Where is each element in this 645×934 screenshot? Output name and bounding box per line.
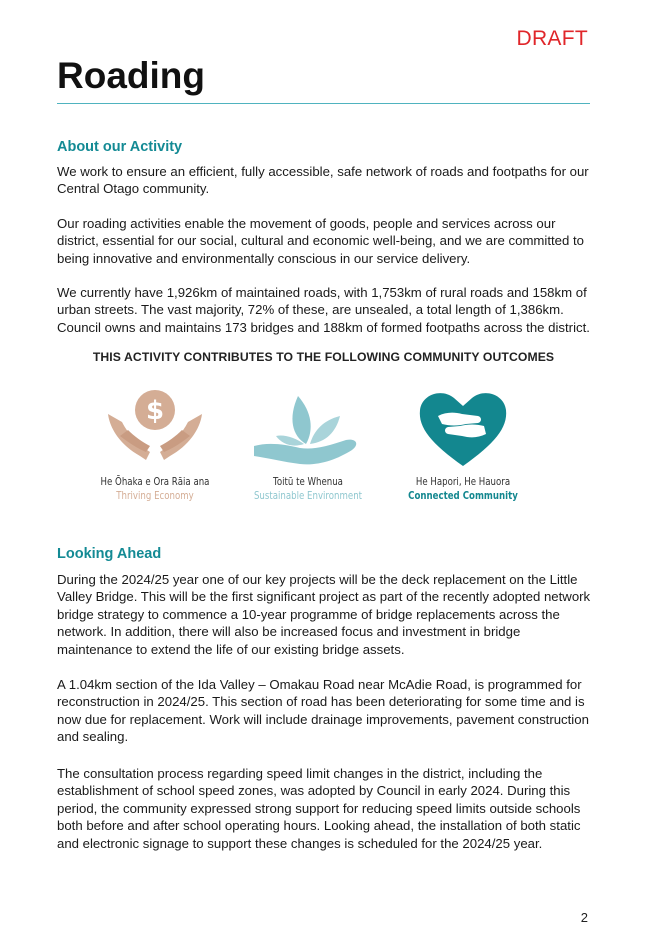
looking-ahead-paragraph-2: A 1.04km section of the Ida Valley – Omakau Road near McAdie Road, is programmed for reconstruction in 2024/25. This section of road has been deteriorating for some time and is now due for replacement. Work will include drainage improvements, pavement construction and sealing. (57, 677, 589, 745)
outcome-maori-label: Toitū te Whenua (273, 476, 343, 488)
outcome-english-label: Sustainable Environment (253, 490, 363, 502)
title-divider (57, 103, 590, 104)
outcome-maori-label: He Ōhaka e Ora Rāia ana (100, 476, 210, 488)
svg-text:$: $ (145, 396, 165, 426)
draft-label: DRAFT (516, 27, 588, 50)
hand-leaves-icon (248, 386, 368, 468)
about-paragraph-1: We work to ensure an efficient, fully accessible, safe network of roads and footpaths for our Central Otago community. (57, 164, 589, 197)
outcome-maori-label: He Hapori, He Hauora (415, 476, 511, 488)
outcome-connected-community (383, 386, 543, 502)
page-title: Roading (57, 55, 205, 96)
about-paragraph-2: Our roading activities enable the movement of goods, people and services across our district, essential for our social, cultural and economic well-being, and we are committed to being innovative and environmentally conscious in our service delivery. (57, 216, 585, 266)
looking-ahead-paragraph-3: The consultation process regarding speed limit changes in the district, including the establishment of school speed zones, was adopted by Council in early 2024. During this period, the community expressed strong support for reducing speed limits outside schools both before and after school operating hours. Looking ahead, the installation of both static and electronic signage to support these changes is scheduled for the 2024/25 year. (57, 766, 581, 851)
outcome-sustainable-environment (228, 386, 388, 502)
outcome-thriving-economy (75, 386, 235, 502)
outcome-english-label: Thriving Economy (116, 490, 194, 502)
hands-dollar-icon (100, 386, 210, 468)
looking-ahead-paragraph-1: During the 2024/25 year one of our key projects will be the deck replacement on the Little Valley Bridge. This will be the first significant project as part of the recently adopted network bridge strategy to commence a 10-year programme of bridge replacements across the network. In addition, there will also be increased focus and investment in bridge maintenance to extend the life of our existing bridge assets. (57, 572, 591, 657)
outcomes-heading: THIS ACTIVITY CONTRIBUTES TO THE FOLLOWING COMMUNITY OUTCOMES (92, 350, 555, 364)
heart-hands-icon (408, 386, 518, 468)
page-number: 2 (580, 910, 588, 925)
looking-ahead-heading: Looking Ahead (57, 546, 162, 562)
about-heading: About our Activity (57, 139, 183, 155)
outcome-english-label: Connected Community (408, 490, 518, 502)
about-paragraph-3: We currently have 1,926km of maintained roads, with 1,753km of rural roads and 158km of urban streets. The vast majority, 72% of these, are unsealed, a total length of 1,386km. Council owns and maintains 173 bridges and 188km of formed footpaths across the district. (57, 285, 590, 335)
